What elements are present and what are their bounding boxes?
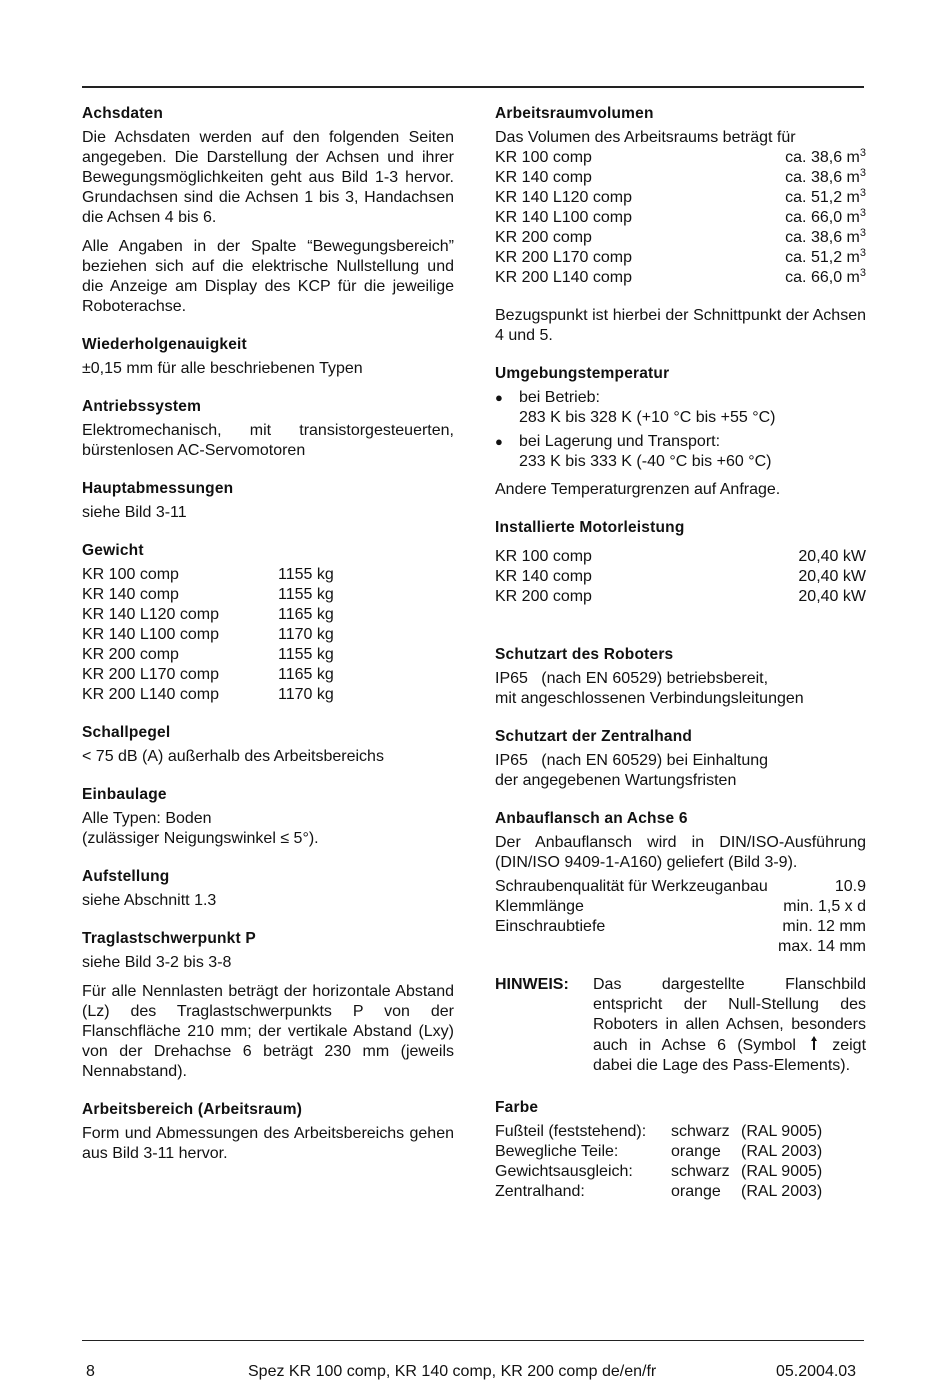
farbe-part: Gewichtsausgleich: <box>495 1163 633 1180</box>
volumen-value: ca. 38,6 <box>785 149 843 166</box>
aufstellung-text: siehe Abschnitt 1.3 <box>82 892 217 909</box>
hinweis-label: HINWEIS: <box>495 976 569 993</box>
volumen-type: KR 200 L140 comp <box>495 269 632 286</box>
volumen-value: ca. 51,2 <box>785 189 843 206</box>
gewicht-type: KR 140 L120 comp <box>82 606 219 623</box>
volumen-type: KR 100 comp <box>495 149 592 166</box>
farbe-color: schwarz <box>671 1163 730 1180</box>
heading-umgebungstemperatur: Umgebungstemperatur <box>495 365 670 382</box>
gewicht-type: KR 140 comp <box>82 586 179 603</box>
traglast-paragraph: Für alle Nennlasten beträgt der horizontale Abstand (Lz) des Traglastschwerpunkts P von der Flanschfläche 210 mm; der vertikale Abstand (Lxy) von der Drehachse 6 beträgt 230 mm (jeweils Nennabstand). <box>82 983 454 1080</box>
pass-element-symbol-icon <box>809 1035 819 1051</box>
farbe-row <box>495 1162 866 1182</box>
anbauflansch-label: Klemmlänge <box>495 898 584 915</box>
bottom-rule <box>82 1340 864 1341</box>
volumen-intro: Das Volumen des Arbeitsraums beträgt für <box>495 129 796 146</box>
schallpegel-text: < 75 dB (A) außerhalb des Arbeitsbereichs <box>82 748 384 765</box>
motorleistung-value: 20,40 kW <box>798 588 866 605</box>
gewicht-value: 1165 kg <box>278 606 334 623</box>
gewicht-row <box>82 665 454 685</box>
temperatur-betrieb-value: 283 K bis 328 K (+10 °C bis +55 °C) <box>519 409 776 426</box>
gewicht-value: 1155 kg <box>278 586 334 603</box>
section-traglastschwerpunkt <box>82 929 454 1082</box>
volumen-type: KR 140 comp <box>495 169 592 186</box>
volumen-unit-exponent: 3 <box>859 167 866 179</box>
section-aufstellung <box>82 867 454 911</box>
farbe-ral: (RAL 2003) <box>741 1143 823 1160</box>
heading-einbaulage: Einbaulage <box>82 786 167 803</box>
bullet-icon: ● <box>495 434 503 449</box>
gewicht-type: KR 200 L140 comp <box>82 686 219 703</box>
anbauflansch-value: 10.9 <box>834 878 866 895</box>
section-wiederholgenauigkeit <box>82 335 454 379</box>
gewicht-row <box>82 645 454 665</box>
schutzart-roboter-line-1: IP65 (nach EN 60529) betriebsbereit, <box>495 670 769 687</box>
einbaulage-line-2: (zulässiger Neigungswinkel ≤ 5°). <box>82 830 319 847</box>
volumen-unit: m <box>846 149 860 166</box>
footer-date: 05.2004.03 <box>776 1363 857 1380</box>
farbe-part: Zentralhand: <box>495 1183 585 1200</box>
heading-traglastschwerpunkt: Traglastschwerpunkt P <box>82 930 256 947</box>
anbauflansch-row <box>495 877 866 897</box>
motorleistung-row <box>495 567 866 587</box>
volumen-unit-exponent: 3 <box>859 267 866 279</box>
temperatur-bullet-betrieb <box>495 388 866 428</box>
volumen-row <box>495 168 866 188</box>
motorleistung-type: KR 100 comp <box>495 548 592 565</box>
volumen-value: ca. 38,6 <box>785 169 843 186</box>
top-rule <box>82 86 864 88</box>
gewicht-value: 1155 kg <box>278 566 334 583</box>
anbauflansch-value: min. 12 mm <box>782 918 866 935</box>
schutzart-hand-line-2: der angegebenen Wartungsfristen <box>495 772 737 789</box>
heading-motorleistung: Installierte Motorleistung <box>495 519 685 536</box>
gewicht-row <box>82 585 454 605</box>
section-schallpegel <box>82 723 454 767</box>
section-farbe <box>495 1098 866 1202</box>
farbe-color: orange <box>671 1183 721 1200</box>
volumen-row <box>495 228 866 248</box>
volumen-unit-exponent: 3 <box>859 207 866 219</box>
section-schutzart-roboter <box>495 645 866 709</box>
volumen-unit: m <box>846 189 860 206</box>
traglast-reference: siehe Bild 3-2 bis 3-8 <box>82 954 232 971</box>
temperatur-bullet-lagerung <box>495 432 866 472</box>
farbe-row <box>495 1122 866 1142</box>
volumen-value: ca. 38,6 <box>785 229 843 246</box>
farbe-row <box>495 1182 866 1202</box>
anbauflansch-text: Der Anbauflansch wird in DIN/ISO-Ausführung (DIN/ISO 9409-1-A160) geliefert (Bild 3-9). <box>495 834 866 871</box>
heading-gewicht: Gewicht <box>82 542 144 559</box>
volumen-row <box>495 208 866 228</box>
gewicht-value: 1170 kg <box>278 626 334 643</box>
anbauflansch-label: Einschraubtiefe <box>495 918 606 935</box>
motorleistung-row <box>495 547 866 567</box>
volumen-unit-exponent: 3 <box>859 227 866 239</box>
heading-arbeitsraumvolumen: Arbeitsraumvolumen <box>495 105 654 122</box>
farbe-part: Fußteil (feststehend): <box>495 1123 647 1140</box>
section-anbauflansch <box>495 809 866 957</box>
volumen-value: ca. 66,0 <box>785 269 843 286</box>
gewicht-type: KR 200 L170 comp <box>82 666 219 683</box>
hinweis-text-b: zeigt dabei die Lage des Pass-Elements). <box>593 1037 867 1074</box>
heading-hauptabmessungen: Hauptabmessungen <box>82 480 234 497</box>
heading-schutzart-zentralhand: Schutzart der Zentralhand <box>495 728 693 745</box>
farbe-part: Bewegliche Teile: <box>495 1143 619 1160</box>
hauptabmessungen-text: siehe Bild 3-11 <box>82 504 187 521</box>
heading-farbe: Farbe <box>495 1099 539 1116</box>
gewicht-type: KR 140 L100 comp <box>82 626 219 643</box>
volumen-type: KR 140 L120 comp <box>495 189 632 206</box>
wiederholgenauigkeit-text: ±0,15 mm für alle beschriebenen Typen <box>82 360 363 377</box>
gewicht-row <box>82 685 454 705</box>
section-gewicht <box>82 541 454 705</box>
heading-achsdaten: Achsdaten <box>82 105 164 122</box>
heading-aufstellung: Aufstellung <box>82 868 170 885</box>
volumen-unit-exponent: 3 <box>859 247 866 259</box>
gewicht-row <box>82 565 454 585</box>
gewicht-row <box>82 625 454 645</box>
section-schutzart-zentralhand <box>495 727 866 791</box>
footer-document-title: Spez KR 100 comp, KR 140 comp, KR 200 comp de/en/fr <box>248 1363 657 1380</box>
volumen-unit-exponent: 3 <box>859 187 866 199</box>
volumen-unit: m <box>846 229 860 246</box>
antriebssystem-text: Elektromechanisch, mit transistorgesteuerten, bürstenlosen AC-Servomotoren <box>82 422 454 459</box>
volumen-unit: m <box>846 249 860 266</box>
gewicht-value: 1165 kg <box>278 666 334 683</box>
volumen-value: ca. 51,2 <box>785 249 843 266</box>
hinweis-block <box>495 975 866 1076</box>
farbe-ral: (RAL 9005) <box>741 1123 823 1140</box>
volumen-type: KR 200 L170 comp <box>495 249 632 266</box>
anbauflansch-label: Schraubenqualität für Werkzeuganbau <box>495 878 768 895</box>
heading-antriebssystem: Antriebssystem <box>82 398 202 415</box>
volumen-row <box>495 188 866 208</box>
farbe-row <box>495 1142 866 1162</box>
section-antriebssystem <box>82 397 454 461</box>
anbauflansch-extra-row <box>495 937 866 957</box>
volumen-row <box>495 248 866 268</box>
hinweis-text-a: Das dargestellte Flanschbild entspricht der Null-Stellung des Roboters in allen Achsen, besonders auch in Achse 6 (Symbol <box>593 976 866 1054</box>
einbaulage-line-1: Alle Typen: Boden <box>82 810 212 827</box>
section-arbeitsbereich <box>82 1100 454 1164</box>
farbe-ral: (RAL 2003) <box>741 1183 823 1200</box>
volumen-unit: m <box>846 209 860 226</box>
volumen-type: KR 200 comp <box>495 229 592 246</box>
temperatur-lagerung-label: bei Lagerung und Transport: <box>519 433 721 450</box>
volumen-row <box>495 268 866 288</box>
motorleistung-type: KR 200 comp <box>495 588 592 605</box>
section-achsdaten <box>82 104 454 317</box>
motorleistung-value: 20,40 kW <box>798 548 866 565</box>
section-einbaulage <box>82 785 454 849</box>
volumen-unit-exponent: 3 <box>859 147 866 159</box>
achsdaten-paragraph-2: Alle Angaben in der Spalte “Bewegungsbereich” beziehen sich auf die elektrische Nullstellung und die Anzeige am Display des KCP für die jeweilige Roboterachse. <box>82 238 454 315</box>
section-arbeitsraumvolumen <box>495 104 866 346</box>
motorleistung-value: 20,40 kW <box>798 568 866 585</box>
temperatur-betrieb-label: bei Betrieb: <box>519 389 600 406</box>
gewicht-type: KR 100 comp <box>82 566 179 583</box>
page-number: 8 <box>86 1363 95 1380</box>
section-hinweis <box>495 975 866 1076</box>
temperatur-note: Andere Temperaturgrenzen auf Anfrage. <box>495 481 781 498</box>
section-hauptabmessungen <box>82 479 454 523</box>
heading-wiederholgenauigkeit: Wiederholgenauigkeit <box>82 336 247 353</box>
temperatur-lagerung-value: 233 K bis 333 K (-40 °C bis +60 °C) <box>519 453 772 470</box>
gewicht-type: KR 200 comp <box>82 646 179 663</box>
heading-anbauflansch: Anbauflansch an Achse 6 <box>495 810 688 827</box>
schutzart-hand-line-1: IP65 (nach EN 60529) bei Einhaltung <box>495 752 769 769</box>
volumen-unit: m <box>846 269 860 286</box>
achsdaten-paragraph-1: Die Achsdaten werden auf den folgenden Seiten angegeben. Die Darstellung der Achsen und ihrer Bewegungsmöglichkeiten geht aus Bild 1-3 hervor. Grundachsen sind die Achsen 1 bis 3, Handachsen die Achsen 4 bis 6. <box>82 129 454 226</box>
volumen-unit: m <box>846 169 860 186</box>
heading-schutzart-roboter: Schutzart des Roboters <box>495 646 674 663</box>
anbauflansch-row <box>495 897 866 917</box>
volumen-type: KR 140 L100 comp <box>495 209 632 226</box>
bullet-icon: ● <box>495 390 503 405</box>
heading-schallpegel: Schallpegel <box>82 724 171 741</box>
anbauflansch-value: min. 1,5 x d <box>783 898 866 915</box>
volumen-value: ca. 66,0 <box>785 209 843 226</box>
heading-arbeitsbereich: Arbeitsbereich (Arbeitsraum) <box>82 1101 303 1118</box>
volumen-note: Bezugspunkt ist hierbei der Schnittpunkt der Achsen 4 und 5. <box>495 307 866 344</box>
gewicht-value: 1155 kg <box>278 646 334 663</box>
section-umgebungstemperatur <box>495 364 866 500</box>
motorleistung-type: KR 140 comp <box>495 568 592 585</box>
arbeitsbereich-text: Form und Abmessungen des Arbeitsbereichs gehen aus Bild 3-11 hervor. <box>82 1125 454 1162</box>
volumen-row <box>495 148 866 168</box>
anbauflansch-row <box>495 917 866 937</box>
anbauflansch-extra: max. 14 mm <box>777 938 866 955</box>
motorleistung-row <box>495 587 866 607</box>
gewicht-row <box>82 605 454 625</box>
section-motorleistung <box>495 518 866 607</box>
farbe-color: schwarz <box>671 1123 730 1140</box>
farbe-color: orange <box>671 1143 721 1160</box>
left-column <box>82 104 454 1182</box>
schutzart-roboter-line-2: mit angeschlossenen Verbindungsleitungen <box>495 690 804 707</box>
right-column <box>495 104 866 1220</box>
gewicht-value: 1170 kg <box>278 686 334 703</box>
farbe-ral: (RAL 9005) <box>741 1163 823 1180</box>
